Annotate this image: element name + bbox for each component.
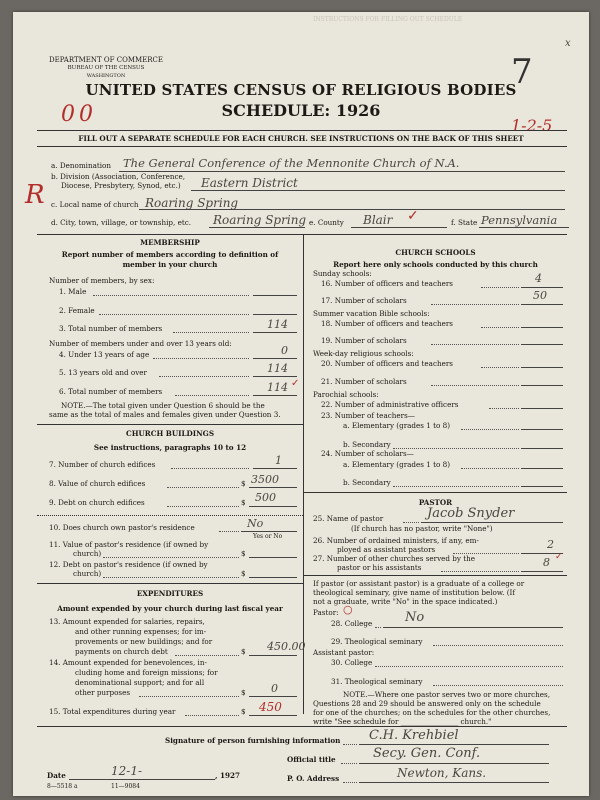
signature-value: C.H. Krehbiel (369, 728, 459, 743)
q3-value: 114 (267, 318, 288, 331)
q23b-label: b. Secondary (343, 440, 391, 449)
denomination-label: a. Denomination (51, 161, 111, 170)
official-title-value: Secy. Gen. Conf. (373, 746, 481, 761)
expenditures-sub: Amount expended by your church during last fiscal year (57, 604, 283, 613)
q9-dollar: $ (241, 498, 246, 507)
form-number: 8—5518 a (47, 783, 78, 790)
q14-label-3: denominational support; and for all (75, 678, 205, 687)
graduate-instruction-1: If pastor (or assistant pastor) is a graduate of a college or (313, 579, 525, 588)
q14-label-4: other purposes (75, 688, 131, 697)
q10-value: No (247, 517, 264, 530)
q18-label: 18. Number of officers and teachers (321, 319, 453, 328)
q6-check-mark: ✓ (291, 378, 300, 389)
q30-label: 30. College (331, 658, 373, 667)
q13-dollar: $ (241, 647, 246, 656)
q13-label-2: and other running expenses; for im- (75, 627, 207, 636)
q14-label-2: cluding home and foreign missions; for (75, 668, 218, 677)
department-label: DEPARTMENT OF COMMERCE (48, 56, 164, 64)
q27-label-2: pastor or his assistants (337, 563, 422, 572)
q23a-label: a. Elementary (grades 1 to 8) (343, 421, 450, 430)
q25-value: Jacob Snyder (427, 506, 515, 521)
pastor-note-1: NOTE.—Where one pastor serves two or more churches, (343, 690, 551, 699)
q20-label: 20. Number of officers and teachers (321, 359, 453, 368)
state-label: f. State (451, 218, 478, 227)
q17-label: 17. Number of scholars (321, 296, 407, 305)
membership-heading: MEMBERSHIP (140, 238, 200, 247)
date-label: Date (47, 771, 66, 780)
q9-value: 500 (255, 491, 276, 504)
q3-label: 3. Total number of members (59, 324, 163, 333)
q11-label-1: 11. Value of pastor's residence (if owned by (49, 540, 209, 549)
q22-label: 22. Number of administrative officers (321, 400, 459, 409)
q24-label: 24. Number of scholars— (321, 449, 414, 458)
q14-value: 0 (271, 682, 278, 695)
q5-value: 114 (267, 362, 288, 375)
q14-dollar: $ (241, 688, 246, 697)
q8-value: 3500 (251, 473, 279, 486)
q28-label: 28. College (331, 619, 373, 628)
local-name-value: Roaring Spring (145, 196, 239, 210)
local-name-label: c. Local name of church (51, 200, 139, 209)
q13-value: 450.00 (267, 640, 306, 653)
yes-no-hint: Yes or No (253, 533, 283, 540)
q13-label-1: 13. Amount expended for salaries, repairs, (49, 617, 205, 626)
county-label: e. County (309, 218, 344, 227)
city-town-label: d. City, town, village, or township, etc. (51, 218, 192, 227)
county-check-mark: ✓ (407, 208, 419, 224)
corner-mark: x (565, 38, 571, 49)
q28-value: No (405, 610, 425, 625)
q27-value: 8 (543, 556, 550, 569)
q11-dollar: $ (241, 549, 246, 558)
q6-label: 6. Total number of members (59, 387, 163, 396)
q29-label: 29. Theological seminary (331, 637, 423, 646)
q27-check-mark: ✓ (555, 552, 563, 562)
q9-label: 9. Debt on church edifices (49, 498, 145, 507)
membership-note-2: same as the total of males and females given under Question 3. (49, 410, 281, 419)
q26-label-1: 26. Number of ordained ministers, if any, em- (313, 536, 479, 545)
city-town-value: Roaring Spring (213, 213, 307, 227)
official-title-label: Official title (287, 755, 336, 764)
q13-label-4: payments on church debt (75, 647, 168, 656)
pastor-circle-mark: ○ (343, 603, 353, 616)
state-value: Pennsylvania (481, 213, 558, 227)
q6-value: 114 (267, 381, 288, 394)
pastor-heading: PASTOR (418, 498, 453, 507)
schools-sub: Report here only schools conducted by this church (333, 260, 538, 269)
q8-dollar: $ (241, 479, 246, 488)
q4-label: 4. Under 13 years of age (59, 350, 150, 359)
q15-value: 450 (259, 700, 282, 714)
parochial-schools-label: Parochial schools: (313, 390, 379, 399)
q24b-label: b. Secondary (343, 478, 391, 487)
buildings-sub: See instructions, paragraphs 10 to 12 (93, 443, 247, 452)
expenditures-heading: EXPENDITURES (136, 589, 204, 598)
q17-value: 50 (533, 289, 547, 302)
date-year: , 1927 (215, 771, 241, 780)
q23-label: 23. Number of teachers— (321, 411, 415, 420)
q24a-label: a. Elementary (grades 1 to 8) (343, 460, 450, 469)
q11-label-2: church) (73, 549, 102, 558)
denomination-value: The General Conference of the Mennonite Church of N.A. (123, 156, 460, 170)
po-address-value: Newton, Kans. (397, 766, 487, 780)
q14-label-1: 14. Amount expended for benevolences, in- (49, 658, 207, 667)
division-label-2: Diocese, Presbytery, Synod, etc.) (61, 181, 181, 190)
q5-label: 5. 13 years old and over (59, 368, 147, 377)
q19-label: 19. Number of scholars (321, 336, 407, 345)
q8-label: 8. Value of church edifices (49, 479, 146, 488)
pastor-note-4: write "See schedule for ________________ church." (313, 717, 492, 726)
schedule-number: 7 (511, 52, 533, 92)
date-value: 12-1- (111, 764, 143, 778)
po-address-label: P. O. Address (287, 774, 340, 783)
q16-label: 16. Number of officers and teachers (321, 279, 453, 288)
instruction-line: FILL OUT A SEPARATE SCHEDULE FOR EACH CHURCH. SEE INSTRUCTIONS ON THE BACK OF THIS SHEET (78, 134, 524, 143)
schools-heading: CHURCH SCHOOLS (395, 248, 476, 257)
q25-note: (If church has no pastor, write "None") (351, 524, 493, 533)
q26-label-2: ployed as assistant pastors (337, 545, 436, 554)
schedule-title: SCHEDULE: 1926 (221, 101, 381, 120)
code-right: 1-2-5 (511, 116, 553, 135)
assistant-pastor-subhead: Assistant pastor: (313, 648, 375, 657)
census-schedule-sheet (13, 12, 589, 796)
q12-label-1: 12. Debt on pastor's residence (if owned by (49, 560, 208, 569)
q1-label: 1. Male (59, 287, 87, 296)
q15-label: 15. Total expenditures during year (49, 707, 176, 716)
q16-value: 4 (535, 272, 542, 285)
signature-label: Signature of person furnishing information (165, 736, 341, 745)
division-value: Eastern District (201, 176, 298, 190)
q4-value: 0 (281, 344, 288, 357)
q12-label-2: church) (73, 569, 102, 578)
print-number: 11—9084 (111, 783, 140, 790)
graduate-instruction-2: theological seminary, give name of institution below. (If (313, 588, 516, 597)
q27-label-1: 27. Number of other churches served by the (313, 554, 476, 563)
city-label: WASHINGTON (86, 73, 126, 79)
margin-mark: R (25, 180, 45, 210)
q25-label: 25. Name of pastor (313, 514, 384, 523)
age-group-label: Number of members under and over 13 years old: (49, 339, 232, 348)
bleed-through-text: INSTRUCTIONS FOR FILLING OUT SCHEDULE (313, 16, 463, 23)
q12-dollar: $ (241, 569, 246, 578)
membership-sub-1: Report number of members according to definition of (61, 250, 279, 259)
summer-schools-label: Summer vacation Bible schools: (313, 309, 430, 318)
q21-label: 21. Number of scholars (321, 377, 407, 386)
members-by-sex-label: Number of members, by sex: (49, 276, 155, 285)
code-left: 00 (61, 102, 97, 127)
q7-label: 7. Number of church edifices (49, 460, 156, 469)
q10-label: 10. Does church own pastor's residence (49, 523, 195, 532)
county-value: Blair (363, 213, 393, 227)
weekday-schools-label: Week-day religious schools: (313, 349, 414, 358)
q13-label-3: provements or new buildings; and for (75, 637, 213, 646)
pastor-subhead: Pastor: (313, 608, 339, 617)
q7-value: 1 (275, 454, 282, 467)
form-title: UNITED STATES CENSUS OF RELIGIOUS BODIES (85, 81, 517, 99)
pastor-note-2: Questions 28 and 29 should be answered only on the schedule (313, 699, 541, 708)
q15-dollar: $ (241, 707, 246, 716)
graduate-instruction-3: not a graduate, write "No" in the space indicated.) (313, 597, 498, 606)
membership-sub-2: member in your church (122, 260, 218, 269)
pastor-note-3: for one of the churches; on the schedules for the other churches, (313, 708, 551, 717)
q31-label: 31. Theological seminary (331, 677, 423, 686)
q26-value: 2 (547, 538, 554, 551)
sunday-schools-label: Sunday schools: (313, 269, 372, 278)
division-label-1: b. Division (Association, Conference, (51, 172, 186, 181)
membership-note-1: NOTE.—The total given under Question 6 should be the (61, 401, 265, 410)
bureau-label: BUREAU OF THE CENSUS (67, 65, 145, 71)
buildings-heading: CHURCH BUILDINGS (125, 429, 215, 438)
q2-label: 2. Female (59, 306, 95, 315)
